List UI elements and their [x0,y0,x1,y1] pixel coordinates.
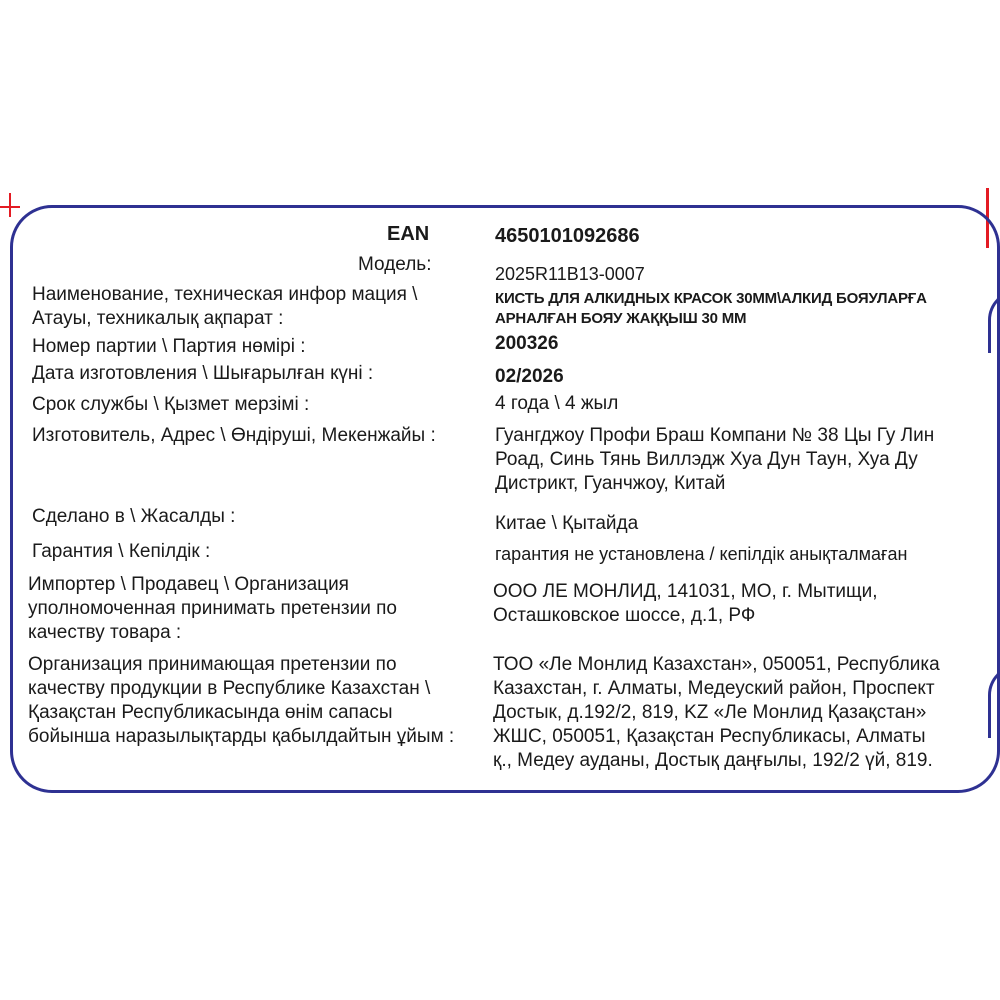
kz-org-label-line2: качеству продукции в Республике Казахстан \ [28,678,431,699]
name-label-line2: Атауы, техникалық ақпарат : [32,308,284,329]
made-in-label: Сделано в \ Жасалды : [32,506,236,527]
manufacture-date-value: 02/2026 [495,366,564,387]
warranty-value: гарантия не установлена / кепілдік анықталмаған [495,544,908,564]
importer-value-line2: Осташковское шоссе, д.1, РФ [493,605,756,626]
manufacturer-label: Изготовитель, Адрес \ Өндіруші, Мекенжайы : [32,425,436,446]
batch-value: 200326 [495,333,559,354]
importer-label-line1: Импортер \ Продавец \ Организация [28,574,349,595]
kz-org-value-line3: Достык, д.192/2, 819, KZ «Ле Монлид Қазақстан» [493,702,927,723]
model-value: 2025R11B13-0007 [495,264,645,284]
manufacturer-value-line2: Роад, Синь Тянь Виллэдж Хуа Дун Таун, Хуа Ду [495,449,918,470]
importer-label-line3: качеству товара : [28,622,182,643]
name-value-line1: КИСТЬ ДЛЯ АЛКИДНЫХ КРАСОК 30ММ\АЛКИД БОЯУЛАРҒА [495,290,927,307]
made-in-value: Китае \ Қытайда [495,513,639,534]
ean-value: 4650101092686 [495,225,640,247]
kz-org-label-line1: Организация принимающая претензии по [28,654,397,675]
batch-label: Номер партии \ Партия нөмірі : [32,336,306,357]
importer-value-line1: ООО ЛЕ МОНЛИД, 141031, МО, г. Мытищи, [493,581,878,602]
kz-org-label-line4: бойынша наразылықтарды қабылдайтын ұйым : [28,726,455,747]
manufacturer-value-line1: Гуангджоу Профи Браш Компани № 38 Цы Гу Лин [495,425,935,446]
kz-org-value-line1: ТОО «Ле Монлид Казахстан», 050051, Республика [493,654,940,675]
crop-mark-left-vertical [9,193,11,217]
importer-label-line2: уполномоченная принимать претензии по [28,598,397,619]
kz-org-label-line3: Қазақстан Республикасында өнім сапасы [28,702,393,723]
kz-org-value-line2: Казахстан, г. Алматы, Медеуский район, Проспект [493,678,935,699]
ean-label: EAN [387,223,430,245]
manufacture-date-label: Дата изготовления \ Шығарылған күні : [32,363,374,384]
name-label-line1: Наименование, техническая инфор мация \ [32,284,418,305]
name-value-line2: АРНАЛҒАН БОЯУ ЖАҚҚЫШ 30 ММ [495,310,747,327]
service-life-value: 4 года \ 4 жыл [495,393,619,414]
kz-org-value-line4: ЖШС, 050051, Қазақстан Республикасы, Алматы [493,726,926,747]
service-life-label: Срок службы \ Қызмет мерзімі : [32,394,310,415]
warranty-label: Гарантия \ Кепілдік : [32,541,211,562]
kz-org-value-line5: қ., Медеу ауданы, Достық даңғылы, 192/2 үй, 819. [493,750,933,771]
manufacturer-value-line3: Дистрикт, Гуанчжоу, Китай [495,473,726,494]
model-label: Модель: [358,254,432,275]
